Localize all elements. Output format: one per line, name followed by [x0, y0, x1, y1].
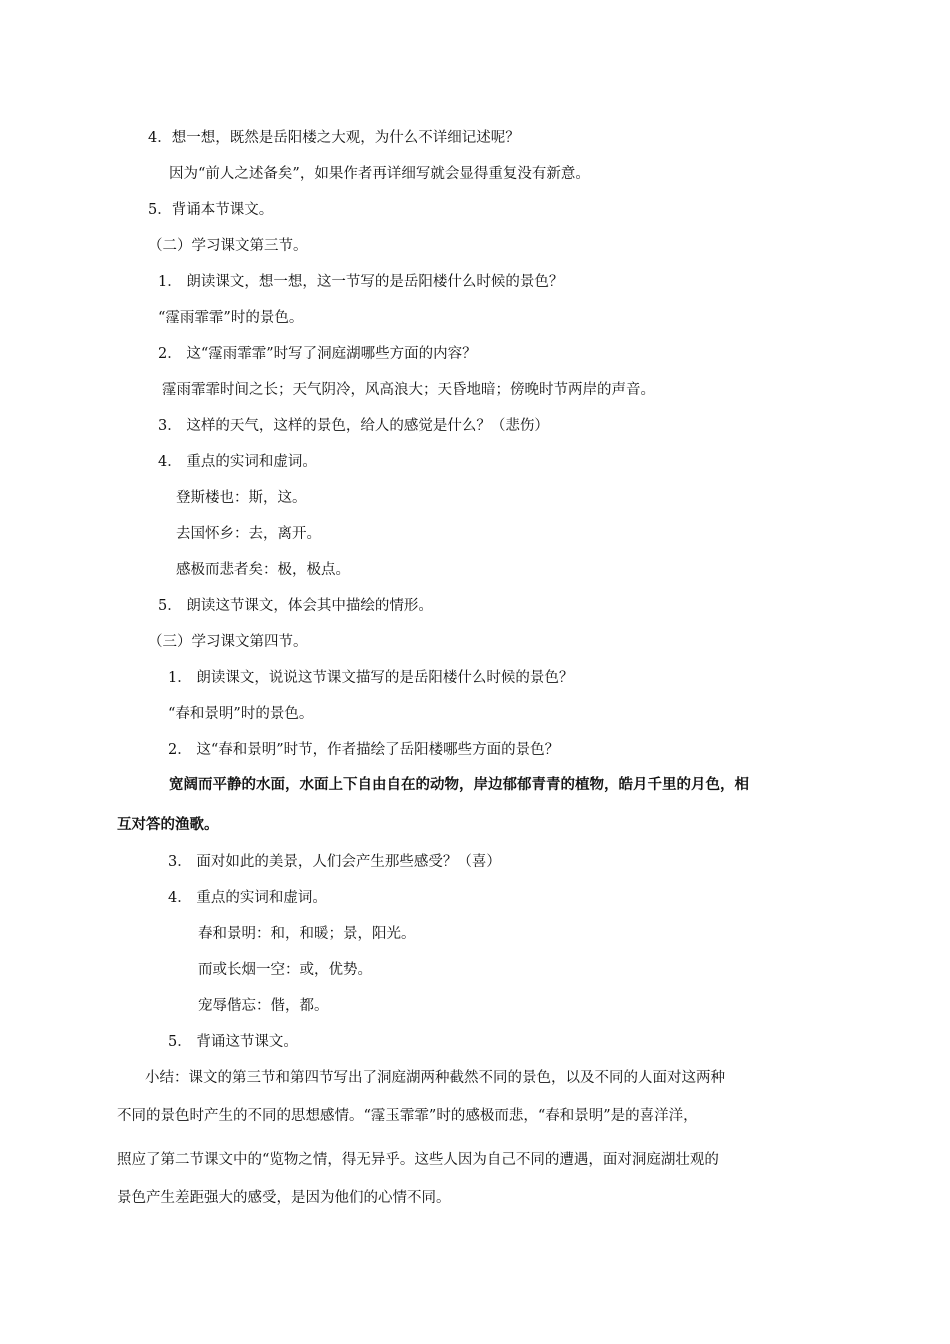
summary-line-4: 景色产生差距强大的感受，是因为他们的心情不同。: [117, 1190, 451, 1206]
s2-word-1: 登斯楼也：斯，这。: [176, 490, 307, 506]
s3-item-5: 5． 背诵这节课文。: [168, 1034, 298, 1050]
item-5: 5．背诵本节课文。: [148, 202, 274, 218]
s3-word-1: 春和景明：和，和暖；景，阳光。: [198, 926, 416, 942]
s2-item-4: 4． 重点的实词和虚词。: [158, 454, 317, 470]
s3-item-1-answer: “春和景明”时的景色。: [168, 706, 314, 722]
s2-word-2: 去国怀乡：去，离开。: [176, 526, 321, 542]
section-3-heading: （三）学习课文第四节。: [148, 634, 308, 650]
s3-word-2: 而或长烟一空：或，优势。: [198, 962, 372, 978]
s2-item-2: 2． 这“霪雨霏霏”时写了洞庭湖哪些方面的内容？: [158, 346, 477, 362]
s3-item-2: 2． 这“春和景明”时节，作者描绘了岳阳楼哪些方面的景色？: [168, 742, 560, 758]
s3-item-2-answer-line1: 宽阔而平静的水面，水面上下自由自在的动物，岸边郁郁青青的植物，皓月千里的月色，相: [169, 777, 749, 793]
s2-item-5: 5． 朗读这节课文，体会其中描绘的情形。: [158, 598, 433, 614]
s3-item-4: 4． 重点的实词和虚词。: [168, 890, 327, 906]
item-4-answer: 因为“前人之述备矣”，如果作者再详细写就会显得重复没有新意。: [169, 166, 590, 182]
s2-item-1: 1． 朗读课文，想一想，这一节写的是岳阳楼什么时候的景色？: [158, 274, 564, 290]
s3-item-1: 1． 朗读课文，说说这节课文描写的是岳阳楼什么时候的景色？: [168, 670, 574, 686]
section-2-heading: （二）学习课文第三节。: [148, 238, 308, 254]
summary-line-2: 不同的景色时产生的不同的思想感情。“霪玉霏霏”时的感极而悲，“春和景明”是的喜洋洋，: [117, 1108, 698, 1124]
s3-word-3: 宠辱偕忘：偕，都。: [198, 998, 329, 1014]
summary-line-3: 照应了第二节课文中的“览物之情，得无异乎。这些人因为自己不同的遭遇，面对洞庭湖壮观的: [117, 1152, 719, 1168]
item-4-question: 4．想一想，既然是岳阳楼之大观，为什么不详细记述呢？: [148, 130, 520, 146]
s2-item-1-answer: “霪雨霏霏”时的景色。: [158, 310, 304, 326]
s3-item-2-answer-line2: 互对答的渔歌。: [117, 817, 219, 833]
s3-item-3: 3． 面对如此的美景，人们会产生那些感受？（喜）: [168, 854, 501, 870]
s2-item-3: 3． 这样的天气，这样的景色，给人的感觉是什么？（悲伤）: [158, 418, 549, 434]
s2-item-2-answer: 霪雨霏霏时间之长；天气阴冷，风高浪大；天昏地暗；傍晚时节两岸的声音。: [162, 382, 655, 398]
s2-word-3: 感极而悲者矣：极，极点。: [176, 562, 350, 578]
summary-line-1: 小结：课文的第三节和第四节写出了洞庭湖两种截然不同的景色，以及不同的人面对这两种: [145, 1070, 725, 1086]
